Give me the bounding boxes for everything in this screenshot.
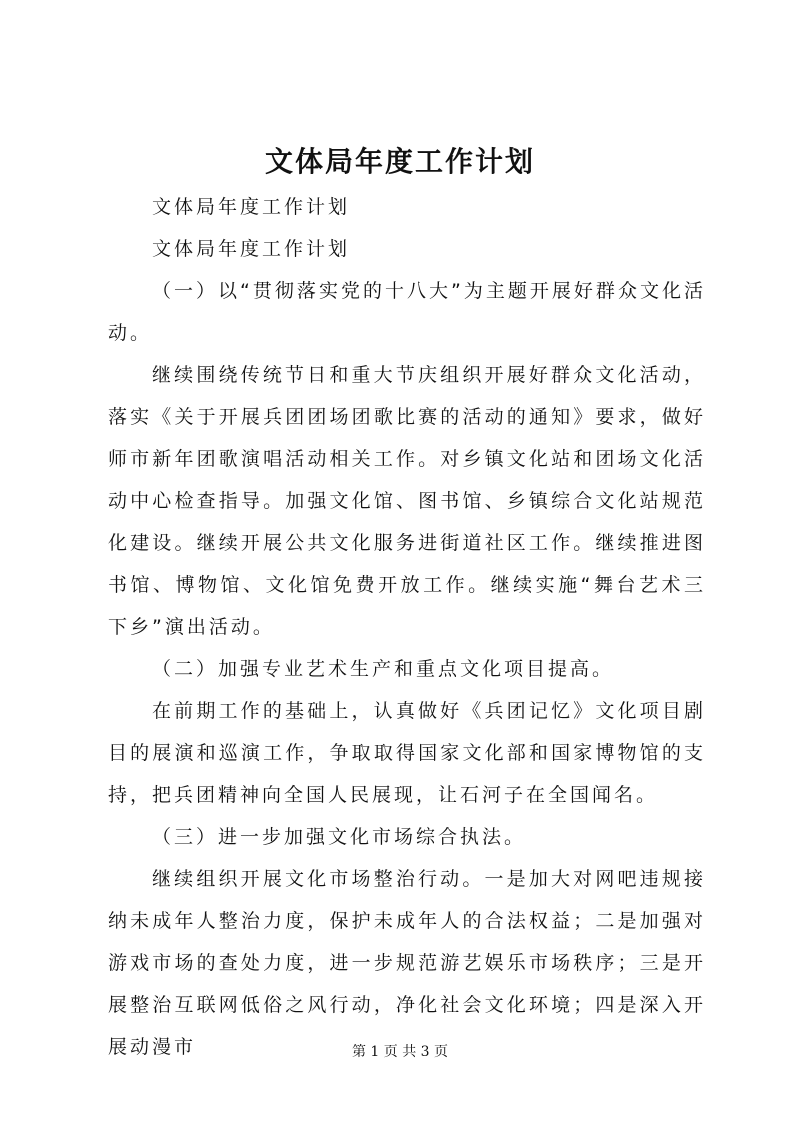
document-title: 文体局年度工作计划 — [264, 145, 535, 178]
section-heading-1: （一）以“贯彻落实党的十八大”为主题开展好群众文化活动。 — [108, 280, 706, 344]
paragraph-section-3: 继续组织开展文化市场整治行动。一是加大对网吧违规接纳未成年人整治力度，保护未成年人的合法权益；二是加强对游戏市场的查处力度，进一步规范游艺娱乐市场秩序；三是开展整治互联网低俗之风行动，净化社会文化环境；四是深入开展动漫市 — [108, 868, 706, 1058]
page-number-footer: 第 1 页 共 3 页 — [351, 1044, 449, 1060]
section-heading-2: （二）加强专业艺术生产和重点文化项目提高。 — [152, 658, 615, 680]
paragraph-section-2: 在前期工作的基础上，认真做好《兵团记忆》文化项目剧目的展演和巡演工作，争取取得国家文化部和国家博物馆的支持，把兵团精神向全国人民展现，让石河子在全国闻名。 — [108, 700, 706, 806]
section-heading-3: （三）进一步加强文化市场综合执法。 — [152, 826, 527, 848]
paragraph-section-1: 继续围绕传统节日和重大节庆组织开展好群众文化活动，落实《关于开展兵团团场团歌比赛的活动的通知》要求，做好师市新年团歌演唱活动相关工作。对乡镇文化站和团场文化活动中心检查指导。加强文化馆、图书馆、乡镇综合文化站规范化建设。继续开展公共文化服务进街道社区工作。继续推进图书馆、博物馆、文化馆免费开放工作。继续实施“舞台艺术三下乡”演出活动。 — [108, 364, 706, 638]
document-body — [108, 186, 706, 1068]
paragraph-subtitle-2: 文体局年度工作计划 — [152, 238, 351, 260]
paragraph-subtitle-1: 文体局年度工作计划 — [152, 196, 351, 218]
